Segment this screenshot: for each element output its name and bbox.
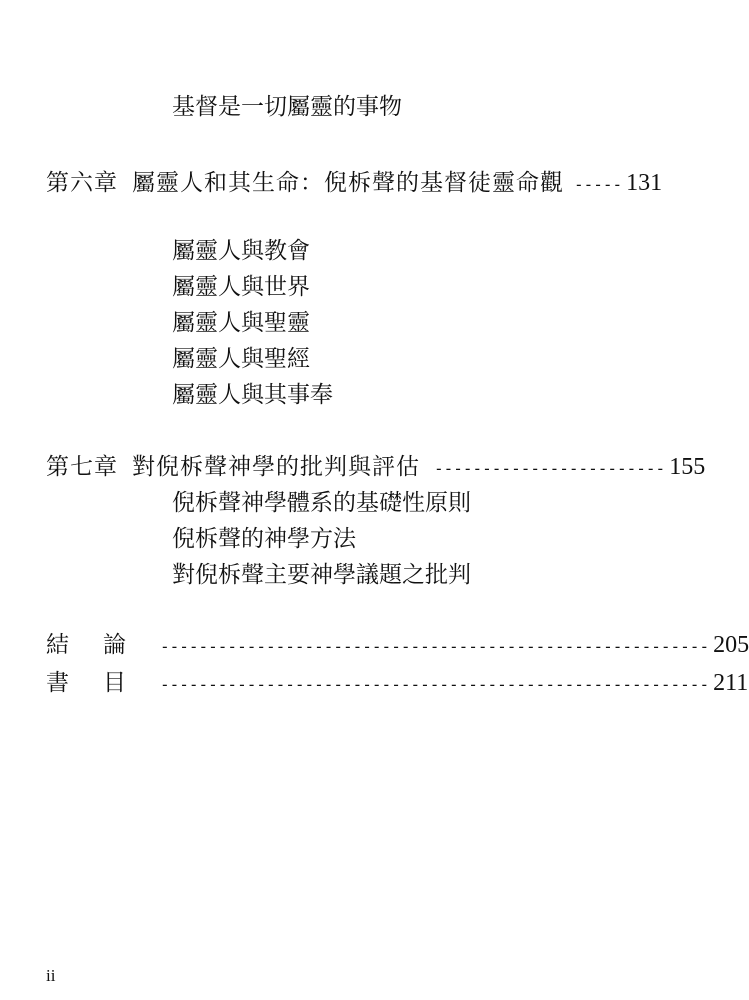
page-folio: ii: [46, 966, 56, 985]
toc-chapter-7[interactable]: [46, 452, 706, 484]
toc-subitem: 屬靈人與聖靈: [172, 310, 310, 336]
toc-subitem: 屬靈人與其事奉: [172, 382, 333, 408]
dot-leader: ---------------------------------------------------------: [160, 637, 710, 656]
chapter-label: 第六章: [46, 170, 118, 196]
toc-subitem: 倪柝聲神學體系的基礎性原則: [172, 490, 471, 516]
section-label: 結論: [46, 632, 160, 658]
chapter-label: 第七章: [46, 454, 118, 480]
toc-subitem: 屬靈人與世界: [172, 274, 310, 300]
chapter-title: 屬靈人和其生命：倪柝聲的基督徒靈命觀: [132, 170, 564, 196]
toc-subitem: 屬靈人與聖經: [172, 346, 310, 372]
page-number: 211: [713, 670, 749, 696]
page-number: 155: [669, 454, 706, 480]
toc-subitem: 基督是一切屬靈的事物: [172, 94, 402, 120]
toc-bibliography[interactable]: [46, 668, 749, 700]
toc-chapter-6[interactable]: [46, 168, 663, 200]
toc-subitem: 倪柝聲的神學方法: [172, 526, 356, 552]
dot-leader: -----: [574, 175, 623, 194]
page-number: 205: [713, 632, 749, 658]
section-label: 書目: [46, 670, 160, 696]
chapter-title: 對倪柝聲神學的批判與評估: [132, 454, 420, 480]
toc-subitem: 對倪柝聲主要神學議題之批判: [172, 562, 471, 588]
toc-conclusion[interactable]: [46, 630, 749, 662]
toc-subitem: 屬靈人與教會: [172, 238, 310, 264]
dot-leader: ---------------------------------------------------------: [160, 675, 710, 694]
page-number: 131: [626, 170, 663, 196]
dot-leader: ------------------------: [434, 459, 666, 478]
